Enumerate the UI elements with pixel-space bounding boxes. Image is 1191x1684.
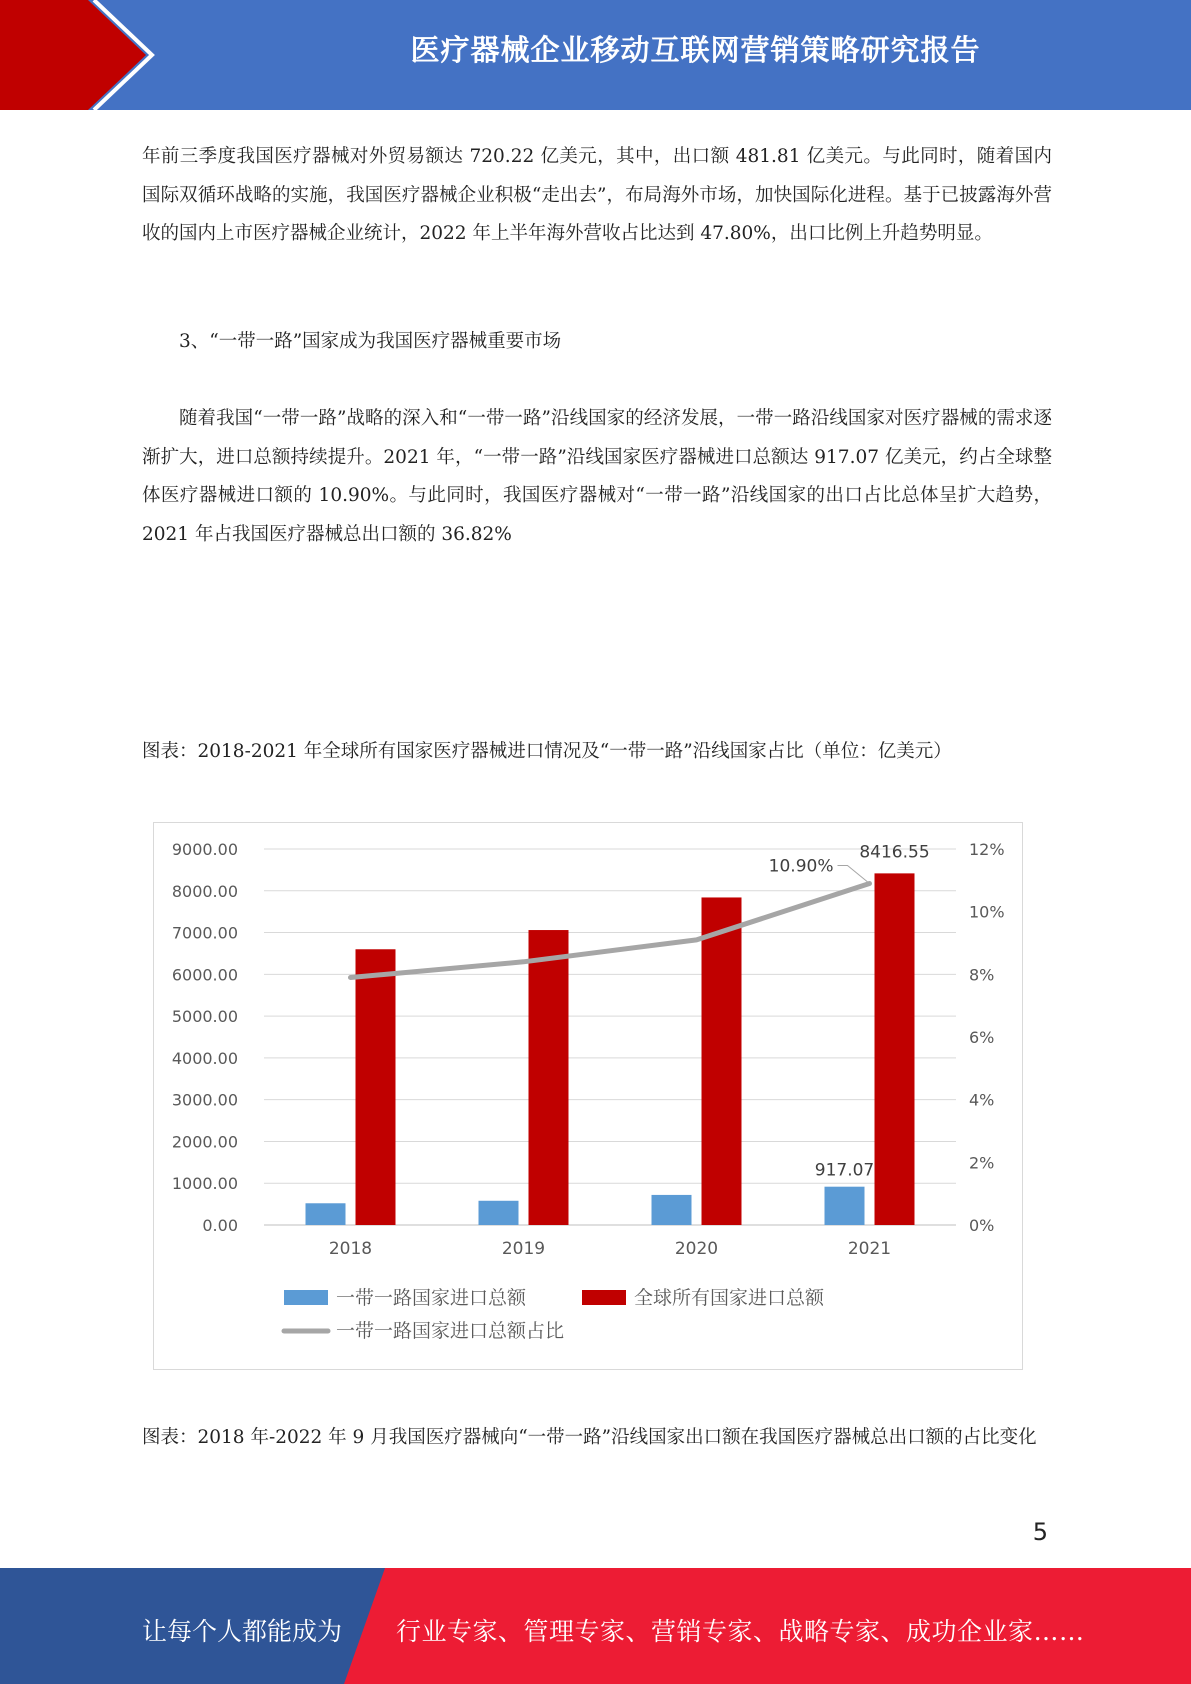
y-right-tick-label: 6% [969, 1028, 995, 1047]
page-number: 5 [1032, 1518, 1048, 1546]
data-label-global-2021: 8416.55 [859, 842, 930, 863]
y-left-tick-label: 9000.00 [171, 840, 238, 859]
y-left-tick-label: 3000.00 [171, 1090, 238, 1110]
x-tick-label: 2021 [847, 1239, 892, 1259]
y-left-tick-label: 2000.00 [171, 1132, 238, 1152]
legend-label-share: 一带一路国家进口总额占比 [336, 1320, 565, 1342]
legend-swatch-global-import [582, 1290, 626, 1305]
y-left-tick-label: 6000.00 [171, 965, 238, 985]
bar-global-import [529, 930, 569, 1225]
bar-global-import [702, 897, 742, 1225]
section-heading-belt-road: 3、“一带一路”国家成为我国医疗器械重要市场 [179, 331, 562, 352]
legend-label-belt-road-import: 一带一路国家进口总额 [336, 1287, 527, 1309]
y-left-tick-label: 8000.00 [171, 881, 238, 901]
data-label-belt-road-2021: 917.07 [814, 1160, 875, 1181]
y-right-tick-label: 2% [969, 1153, 995, 1173]
data-label-share-2021: 10.90% [768, 856, 834, 877]
legend-label-global-import: 全球所有国家进口总额 [634, 1287, 825, 1309]
bar-global-import [875, 873, 915, 1225]
bar-belt-road-import [306, 1203, 346, 1225]
legend-swatch-belt-road-import [284, 1290, 328, 1305]
x-tick-label: 2020 [674, 1239, 719, 1259]
y-left-tick-label: 7000.00 [171, 923, 238, 943]
x-tick-label: 2019 [501, 1239, 546, 1259]
y-left-tick-label: 5000.00 [171, 1007, 238, 1027]
data-label-leader-line [838, 865, 870, 883]
footer-slogan-right: 行业专家、管理专家、营销专家、战略专家、成功企业家…… [396, 1617, 1085, 1646]
y-left-tick-label: 4000.00 [171, 1048, 238, 1068]
document-title: 医疗器械企业移动互联网营销策略研究报告 [410, 33, 981, 67]
header-chevron-icon [0, 0, 200, 110]
chart-caption-import: 图表：2018-2021 年全球所有国家医疗器械进口情况及“一带一路”沿线国家占比（单位：亿美元） [142, 741, 952, 762]
line-belt-road-share [351, 883, 870, 977]
bar-belt-road-import [652, 1195, 692, 1225]
import-chart-svg [154, 823, 1022, 1369]
paragraph-export-trade: 年前三季度我国医疗器械对外贸易额达 720.22 亿美元，其中，出口额 481.81 亿美元。与此同时，随着国内国际双循环战略的实施，我国医疗器械企业积极“走出去”，布局海外市场，加快国际化进程。基于已披露海外营收的国内上市医疗器械企业统计，2022 年上半年海外营收占比达到 47.80%，出口比例上升趋势明显。 [142, 146, 1052, 244]
y-right-tick-label: 12% [969, 840, 1005, 859]
bar-belt-road-import [479, 1201, 519, 1225]
chart-caption-export-share: 图表：2018 年-2022 年 9 月我国医疗器械向“一带一路”沿线国家出口额在我国医疗器械总出口额的占比变化 [142, 1427, 1037, 1448]
y-left-tick-label: 0.00 [202, 1216, 238, 1235]
y-right-tick-label: 0% [969, 1216, 995, 1235]
import-chart [153, 822, 1023, 1370]
paragraph-belt-road-demand: 随着我国“一带一路”战略的深入和“一带一路”沿线国家的经济发展，一带一路沿线国家对医疗器械的需求逐渐扩大，进口总额持续提升。2021 年，“一带一路”沿线国家医疗器械进口总额达 917.07 亿美元，约占全球整体医疗器械进口额的 10.90%。与此同时，我国医疗器械对“一带一路”沿线国家的出口占比总体呈扩大趋势，2021 年占我国医疗器械总出口额的 36.82% [142, 408, 1052, 545]
x-tick-label: 2018 [328, 1239, 373, 1259]
bar-belt-road-import [825, 1187, 865, 1225]
footer-slogan-left: 让每个人都能成为 [142, 1617, 343, 1646]
header-bar [0, 0, 1191, 110]
y-right-tick-label: 8% [969, 965, 995, 985]
footer-bar [0, 1568, 1191, 1684]
y-right-tick-label: 10% [969, 902, 1005, 922]
y-right-tick-label: 4% [969, 1090, 995, 1110]
y-left-tick-label: 1000.00 [171, 1174, 238, 1194]
bar-global-import [356, 949, 396, 1225]
